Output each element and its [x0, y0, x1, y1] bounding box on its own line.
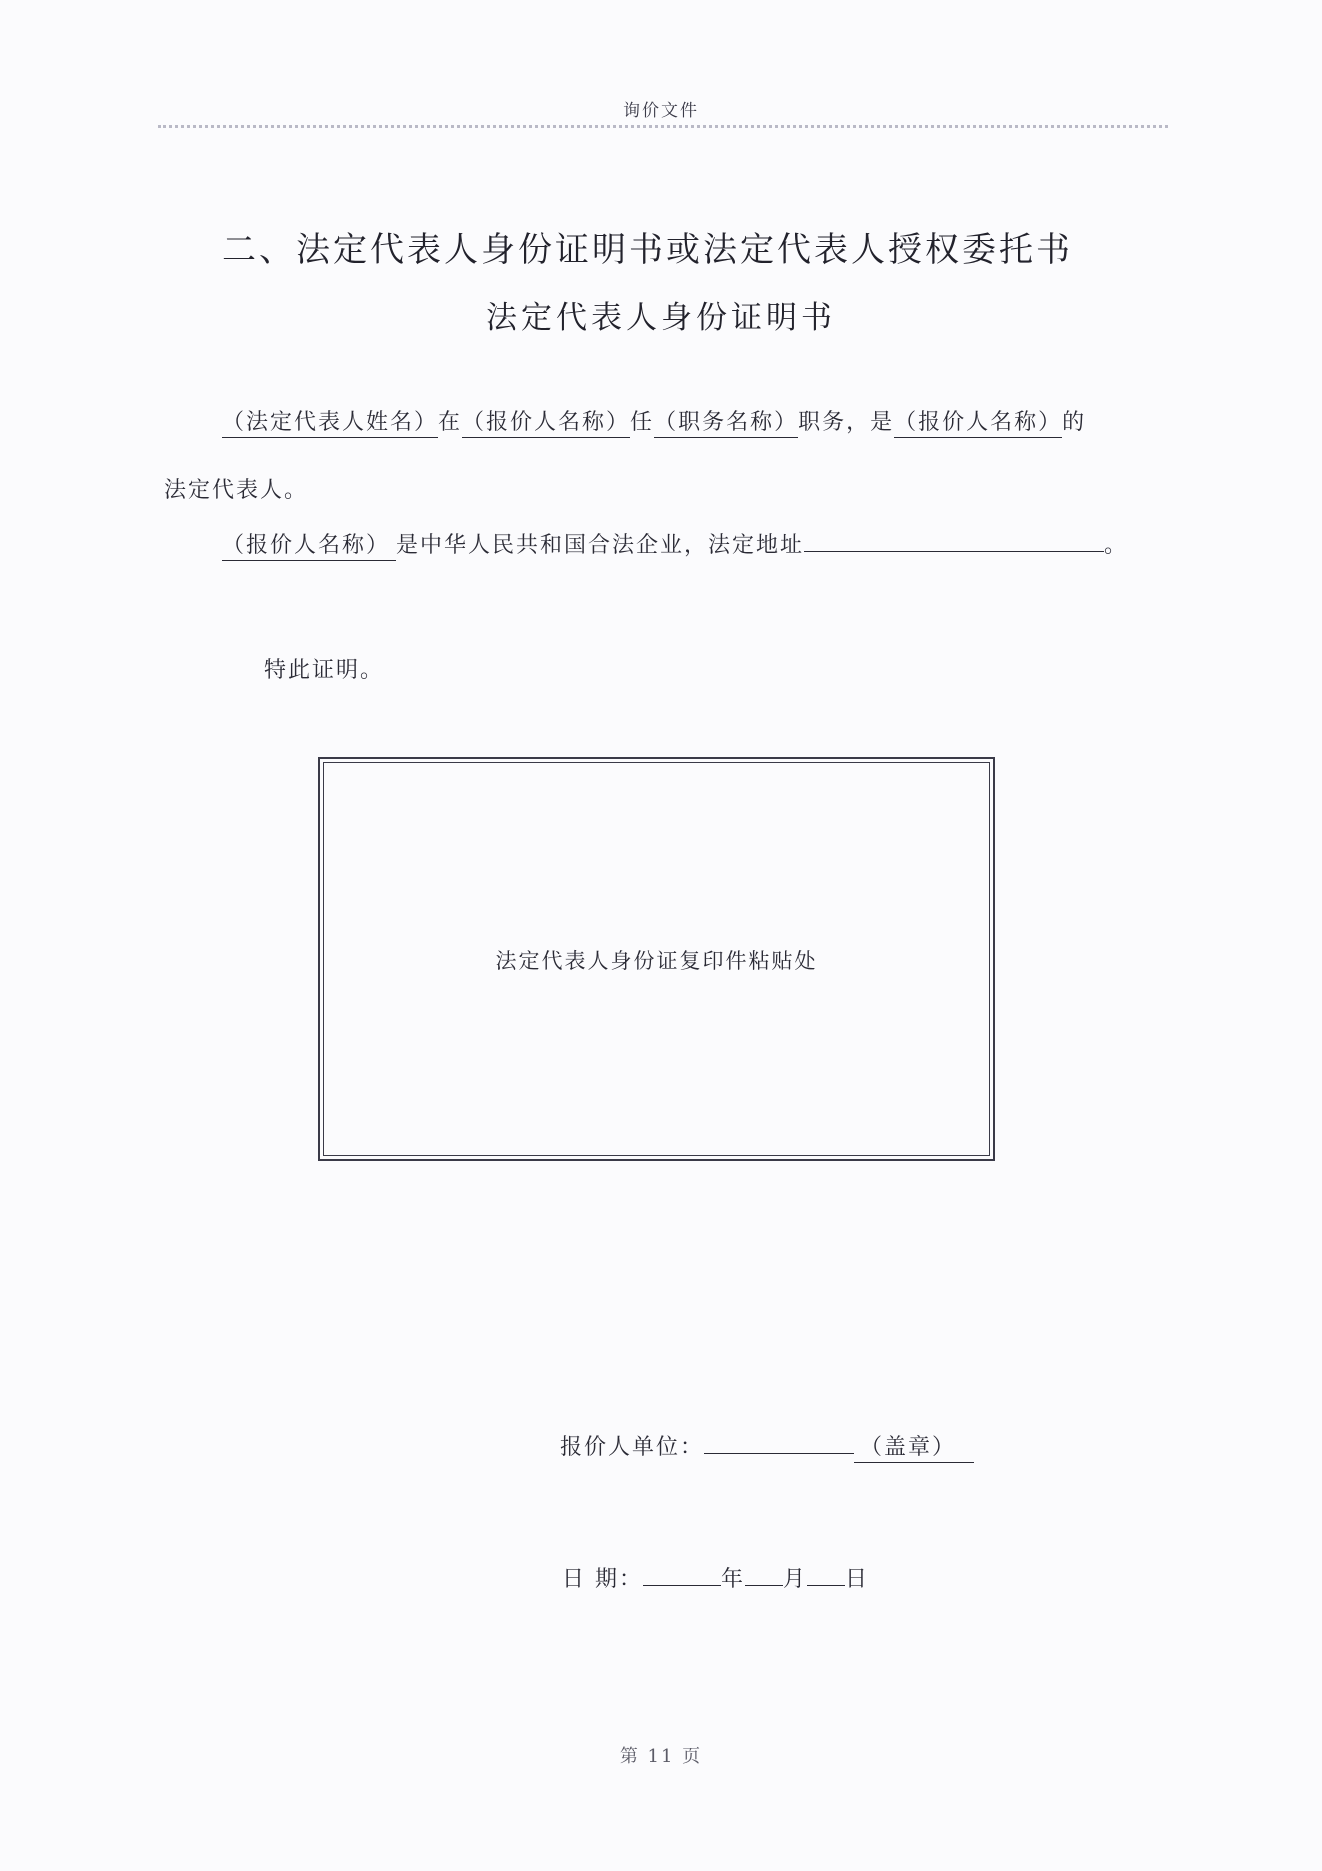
paragraph-enterprise	[222, 528, 1128, 559]
text-of: 的	[1062, 410, 1087, 435]
rep-name-field: （法定代表人姓名）	[222, 410, 438, 438]
year-label: 年	[721, 1567, 746, 1592]
certify-text: 特此证明。	[264, 658, 385, 683]
text-duty: 职务，是	[798, 410, 895, 435]
bidder-name-field-2: （报价人名称）	[894, 410, 1062, 438]
day-label: 日	[845, 1567, 870, 1592]
month-label: 月	[783, 1567, 808, 1592]
page-number: 第 11 页	[619, 1746, 703, 1767]
header-divider	[158, 125, 1168, 128]
text-serve: 任	[630, 410, 655, 435]
text-enterprise: 是中华人民共和国合法企业，法定地址	[396, 533, 805, 558]
id-copy-paste-box	[318, 757, 995, 1161]
signature-date-line	[562, 1562, 869, 1593]
paste-box-label: 法定代表人身份证复印件粘贴处	[495, 949, 818, 973]
bidder-name-field-3: （报价人名称）	[222, 533, 396, 561]
document-title: 法定代表人身份证明书	[486, 300, 836, 336]
seal-label: （盖章）	[854, 1435, 974, 1463]
section-title: 二、法定代表人身份证明书或法定代表人授权委托书	[222, 230, 1073, 270]
paragraph-representative	[222, 405, 1086, 436]
year-blank	[643, 1565, 721, 1586]
page-header: 询价文件	[623, 101, 699, 121]
text-period: 。	[1104, 533, 1129, 558]
date-label: 日 期：	[562, 1567, 643, 1592]
signature-unit-line	[560, 1430, 974, 1461]
month-blank	[745, 1565, 783, 1586]
day-blank	[807, 1565, 845, 1586]
unit-blank	[704, 1433, 854, 1454]
unit-label: 报价人单位：	[560, 1435, 705, 1460]
address-blank	[804, 531, 1104, 552]
bidder-name-field: （报价人名称）	[462, 410, 630, 438]
position-field: （职务名称）	[654, 410, 798, 438]
paragraph-representative-line2: 法定代表人。	[164, 478, 309, 503]
text-at: 在	[438, 410, 463, 435]
